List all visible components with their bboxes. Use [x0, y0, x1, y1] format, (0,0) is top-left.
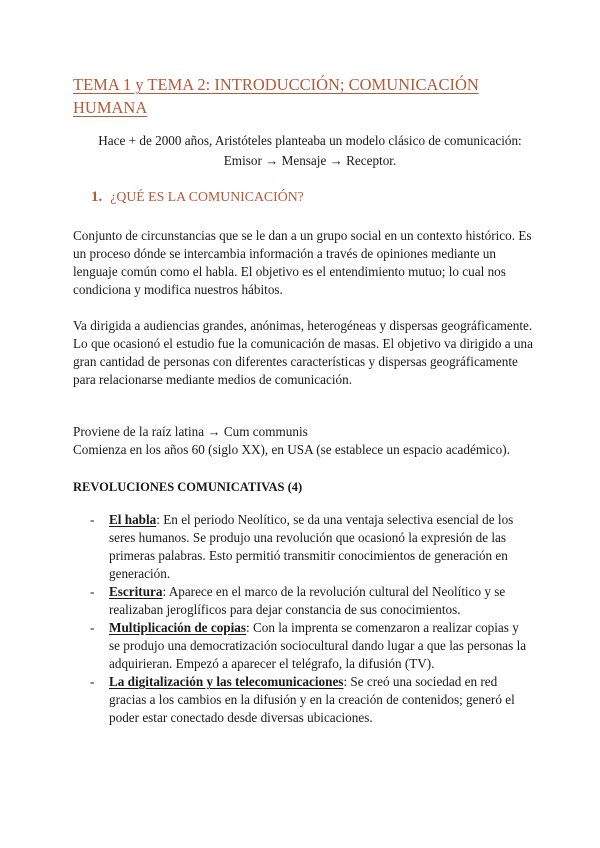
list-item — [73, 583, 533, 619]
intro-line-1: Hace + de 2000 años, Aristóteles planteaba un modelo clásico de comunicación: — [98, 133, 522, 148]
section-1-heading-text: ¿QUÉ ES LA COMUNICACIÓN? — [110, 189, 304, 204]
list-item-text: : Aparece en el marco de la revolución cultural del Neolítico y se realizaban jeroglíficos para dejar constancia de sus conocimientos. — [109, 584, 506, 617]
list-item — [73, 619, 533, 673]
revoluciones-heading: REVOLUCIONES COMUNICATIVAS (4) — [73, 480, 303, 494]
section-1-heading — [91, 189, 304, 206]
list-item-term: Multiplicación de copias — [109, 620, 247, 635]
intro-block — [40, 131, 580, 171]
paragraph-etymology: Proviene de la raíz latina → Cum communis — [73, 424, 308, 439]
document-title: TEMA 1 y TEMA 2: INTRODUCCIÓN; COMUNICACIÓN HUMANA — [73, 75, 479, 117]
revoluciones-list — [73, 511, 533, 727]
paragraph-origin: Comienza en los años 60 (siglo XX), en USA (se establece un espacio académico). — [73, 442, 510, 457]
list-dash: - — [90, 512, 95, 527]
list-item-term: Escritura — [109, 584, 163, 599]
list-item-text: : En el periodo Neolítico, se da una ventaja selectiva esencial de los seres humanos. Se produjo una revolución que ocasionó la expresión de las primeras palabras. Esto permitió transmitir conocimientos de generación en generación. — [109, 512, 514, 581]
list-item-term: El habla — [109, 512, 157, 527]
list-item-term: La digitalización y las telecomunicaciones — [109, 674, 344, 689]
paragraph-audiences: Va dirigida a audiencias grandes, anónimas, heterogéneas y dispersas geográficamente. Lo que ocasionó el estudio fue la comunicación de masas. El objetivo va dirigido a una gran cantidad de personas con diferentes características y dispersas geográficamente para relacionarse mediante medios de comunicación. — [73, 318, 533, 387]
list-item-text: : Se creó una sociedad en red gracias a los cambios en la difusión y en la creación de contenidos; generó el poder estar conectado desde diversas ubicaciones. — [109, 674, 515, 725]
list-item-text: : Con la imprenta se comenzaron a realizar copias y se produjo una democratización sociocultural dando lugar a que las personas la adquirieran. Empezó a aparecer el telégrafo, la difusión (TV). — [109, 620, 527, 671]
list-dash: - — [90, 620, 95, 635]
paragraph-definition: Conjunto de circunstancias que se le dan a un grupo social en un contexto histórico. Es un proceso dónde se intercambia información a través de opiniones mediante un lenguaje común como el habla. El objetivo es el entendimiento mutuo; lo cual nos condiciona y modifica nuestros hábitos. — [73, 228, 532, 297]
intro-line-2: Emisor → Mensaje → Receptor. — [223, 153, 397, 168]
list-item — [73, 673, 533, 727]
section-1-number: 1. — [91, 189, 103, 205]
list-dash: - — [90, 584, 95, 599]
list-dash: - — [90, 674, 95, 689]
list-item — [73, 511, 533, 583]
